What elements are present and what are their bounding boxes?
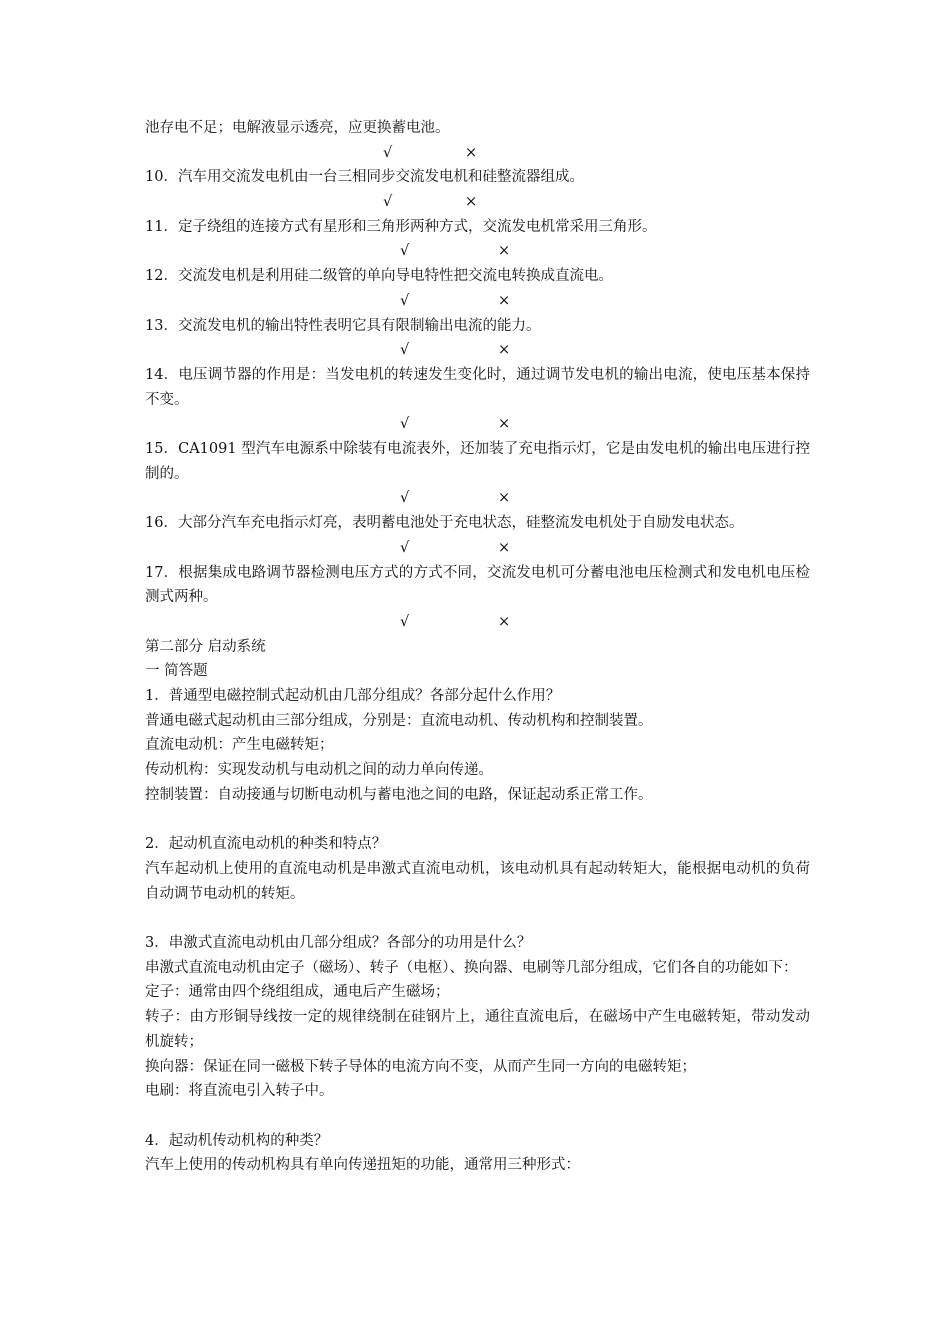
- short-question-3: 3．串激式直流电动机由几部分组成？各部分的功用是什么？: [145, 935, 532, 952]
- cross-mark: ×: [498, 490, 511, 507]
- answer-line: 定子：通常由四个绕组组成，通电后产生磁场；: [145, 984, 450, 1001]
- answer-line: 普通电磁式起动机由三部分组成，分别是：直流电动机、传动机构和控制装置。: [145, 712, 653, 729]
- answer-line: 传动机构：实现发动机与电动机之间的动力单向传递。: [145, 762, 493, 779]
- part-heading: 第二部分 启动系统: [145, 638, 266, 655]
- answer-line: 串激式直流电动机由定子（磁场）、转子（电枢）、换向器、电刷等几部分组成，它们各自的功能如下：: [145, 959, 798, 976]
- true-false-marks: [145, 486, 810, 511]
- true-false-marks: [145, 610, 810, 635]
- question-14: 14．电压调节器的作用是：当发电机的转速发生变化时，通过调节发电机的输出电流，使电压基本保持不变。: [145, 366, 810, 408]
- short-question-2: 2．起动机直流电动机的种类和特点？: [145, 836, 387, 853]
- check-mark: √: [400, 613, 410, 630]
- document-page: [145, 116, 810, 1178]
- check-mark: √: [400, 416, 410, 433]
- cross-mark: ×: [498, 539, 511, 556]
- question-12: 12．交流发电机是利用硅二级管的单向导电特性把交流电转换成直流电。: [145, 268, 613, 285]
- check-mark: √: [400, 539, 410, 556]
- cross-mark: ×: [498, 342, 511, 359]
- cross-mark: ×: [498, 416, 511, 433]
- check-mark: √: [400, 243, 410, 260]
- true-false-marks: [145, 141, 810, 166]
- true-false-marks: [145, 412, 810, 437]
- cross-mark: ×: [465, 144, 478, 161]
- spacer: [145, 1104, 810, 1129]
- question-15: 15．CA1091 型汽车电源系中除装有电流表外，还加装了充电指示灯，它是由发电机的输出电压进行控制的。: [145, 441, 810, 482]
- true-false-marks: [145, 338, 810, 363]
- answer-line: 控制装置：自动接通与切断电动机与蓄电池之间的电路，保证起动系正常工作。: [145, 786, 653, 803]
- short-question-4: 4．起动机传动机构的种类？: [145, 1132, 329, 1149]
- answer-line: 汽车上使用的传动机构具有单向传递扭矩的功能，通常用三种形式：: [145, 1157, 580, 1174]
- answer-line: 电刷：将直流电引入转子中。: [145, 1083, 334, 1100]
- answer-line: 换向器：保证在同一磁极下转子导体的电流方向不变，从而产生同一方向的电磁转矩；: [145, 1058, 696, 1075]
- cross-mark: ×: [498, 613, 511, 630]
- section-heading: 一 简答题: [145, 663, 208, 680]
- true-false-marks: [145, 239, 810, 264]
- cross-mark: ×: [498, 292, 511, 309]
- cross-mark: ×: [465, 194, 478, 211]
- question-16: 16．大部分汽车充电指示灯亮，表明蓄电池处于充电状态，硅整流发电机处于自励发电状态。: [145, 515, 744, 532]
- answer-line: 直流电动机：产生电磁转矩；: [145, 737, 334, 754]
- question-10: 10．汽车用交流发电机由一台三相同步交流发电机和硅整流器组成。: [145, 169, 584, 186]
- spacer: [145, 808, 810, 833]
- check-mark: √: [383, 144, 393, 161]
- short-question-1: 1．普通型电磁控制式起动机由几部分组成？各部分起什么作用？: [145, 688, 561, 705]
- answer-line: 转子：由方形铜导线按一定的规律绕制在硅钢片上，通往直流电后，在磁场中产生电磁转矩，带动发动机旋转；: [145, 1009, 810, 1050]
- answer-line: 汽车起动机上使用的直流电动机是串激式直流电动机，该电动机具有起动转矩大，能根据电动机的负荷自动调节电动机的转矩。: [145, 860, 810, 902]
- spacer: [145, 906, 810, 931]
- question-17: 17．根据集成电路调节器检测电压方式的方式不同，交流发电机可分蓄电池电压检测式和发电机电压检测式两种。: [145, 564, 810, 606]
- cross-mark: ×: [498, 243, 511, 260]
- check-mark: √: [400, 342, 410, 359]
- check-mark: √: [400, 490, 410, 507]
- check-mark: √: [400, 292, 410, 309]
- true-false-marks: [145, 190, 810, 215]
- true-false-marks: [145, 536, 810, 561]
- question-11: 11．定子绕组的连接方式有星形和三角形两种方式，交流发电机常采用三角形。: [145, 218, 657, 235]
- true-false-marks: [145, 289, 810, 314]
- text-line: 池存电不足；电解液显示透亮，应更换蓄电池。: [145, 120, 450, 136]
- check-mark: √: [383, 194, 393, 211]
- question-13: 13．交流发电机的输出特性表明它具有限制输出电流的能力。: [145, 317, 541, 334]
